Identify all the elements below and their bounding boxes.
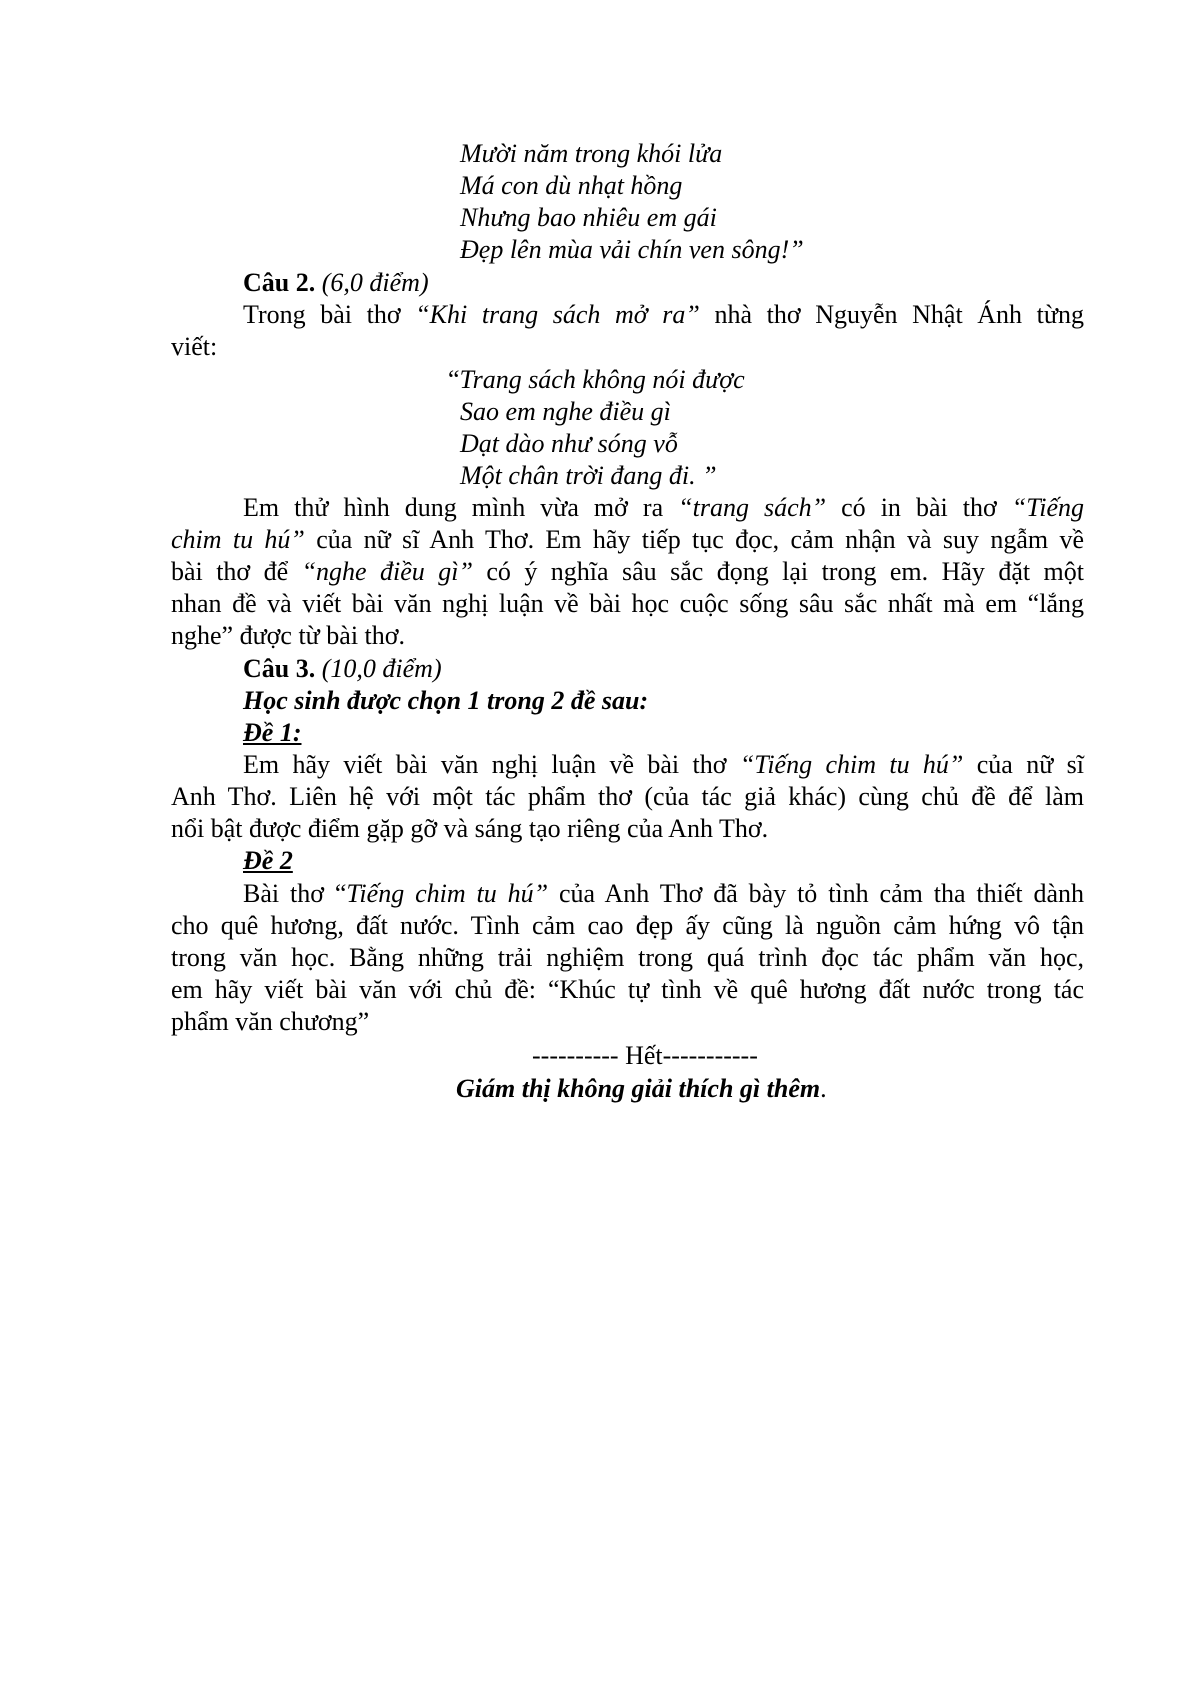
p1c: có in bài thơ xyxy=(826,493,1012,522)
topic-1-label: Đề 1: xyxy=(243,718,302,747)
question-3-label: Câu 3. xyxy=(243,654,316,683)
topic-2-line-5: phẩm văn chương” xyxy=(171,1007,370,1036)
question-2-para-line-3 xyxy=(171,556,1084,588)
topic-2-line-1 xyxy=(243,878,1084,910)
poem2-line-1 xyxy=(448,364,745,396)
intro-start: Trong bài thơ xyxy=(243,300,416,329)
question-2-para-line-4: nhan đề và viết bài văn nghị luận về bài học cuộc sống sâu sắc nhất mà em “lắng xyxy=(171,589,1084,618)
intro-end: nhà thơ Nguyễn Nhật Ánh từng xyxy=(699,300,1084,329)
poem1-line-2: Má con dù nhạt hồng xyxy=(460,171,683,200)
topic-2-line-3: trong văn học. Bằng những trải nghiệm trong quá trình đọc tác phẩm văn học, xyxy=(171,943,1084,972)
p1d: “Tiếng xyxy=(1011,493,1084,522)
proctor-note-text: Giám thị không giải thích gì thêm xyxy=(456,1074,821,1103)
poem1-line-1: Mười năm trong khói lửa xyxy=(460,139,723,168)
topic-2-label: Đề 2 xyxy=(243,846,293,875)
de2-l1b: Tiếng chim tu hú” xyxy=(346,879,549,908)
topic-2-line-4: em hãy viết bài văn với chủ đề: “Khúc tự tình về quê hương đất nước trong tác xyxy=(171,975,1084,1004)
poem2-line-2: Sao em nghe điều gì xyxy=(460,397,671,426)
question-2-heading xyxy=(243,267,429,299)
question-2-para-line-2 xyxy=(171,524,1084,556)
poem2-line-3: Dạt dào như sóng vỗ xyxy=(460,429,678,458)
p1b: “trang sách” xyxy=(678,493,827,522)
topic-2-line-2: cho quê hương, đất nước. Tình cảm cao đẹp ấy cũng là nguồn cảm hứng vô tận xyxy=(171,911,1084,940)
de1-l1c: của nữ sĩ xyxy=(963,750,1084,779)
question-2-para-line-5: nghe” được từ bài thơ. xyxy=(171,621,406,650)
question-3-heading xyxy=(243,653,442,685)
poem2-line-1-text: Trang sách không nói được xyxy=(459,365,745,394)
question-2-points: (6,0 điểm) xyxy=(321,268,429,297)
question-2-intro-cont: viết: xyxy=(171,332,218,361)
proctor-note-dot: . xyxy=(820,1074,827,1103)
p1a: Em thử hình dung mình vừa mở ra xyxy=(243,493,679,522)
poem2-line-4: Một chân trời đang đi. ” xyxy=(460,461,717,490)
de1-l1b: “Tiếng chim tu hú” xyxy=(739,750,964,779)
p2a: chim tu hú” xyxy=(171,525,305,554)
question-2-label: Câu 2. xyxy=(243,268,316,297)
p3b: “nghe điều gì” xyxy=(301,557,473,586)
de1-l1a: Em hãy viết bài văn nghị luận về bài thơ xyxy=(243,750,740,779)
question-2-para-line-1 xyxy=(243,492,1084,524)
question-3-points: (10,0 điểm) xyxy=(321,654,442,683)
end-marker: ---------- Hết----------- xyxy=(532,1041,758,1070)
topic-1-line-1 xyxy=(243,749,1084,781)
p3a: bài thơ để xyxy=(171,557,302,586)
topic-1-line-3: nổi bật được điểm gặp gỡ và sáng tạo riêng của Anh Thơ. xyxy=(171,814,769,843)
topic-1-line-2: Anh Thơ. Liên hệ với một tác phẩm thơ (của tác giả khác) cùng chủ đề để làm xyxy=(171,782,1084,811)
poem2-open-quote: “ xyxy=(448,365,460,394)
proctor-note xyxy=(456,1073,827,1105)
p3c: có ý nghĩa sâu sắc đọng lại trong em. Hãy đặt một xyxy=(472,557,1084,586)
intro-title: “Khi trang sách mở ra” xyxy=(415,300,700,329)
question-2-intro xyxy=(243,299,1084,331)
poem1-line-4: Đẹp lên mùa vải chín ven sông!” xyxy=(460,235,804,264)
p2b: của nữ sĩ Anh Thơ. Em hãy tiếp tục đọc, cảm nhận và suy ngẫm về xyxy=(304,525,1084,554)
de2-l1a: Bài thơ “ xyxy=(243,879,347,908)
question-3-choose: Học sinh được chọn 1 trong 2 đề sau: xyxy=(243,686,649,715)
de2-l1c: của Anh Thơ đã bày tỏ tình cảm tha thiết dành xyxy=(548,879,1085,908)
poem1-line-3: Nhưng bao nhiêu em gái xyxy=(460,203,717,232)
